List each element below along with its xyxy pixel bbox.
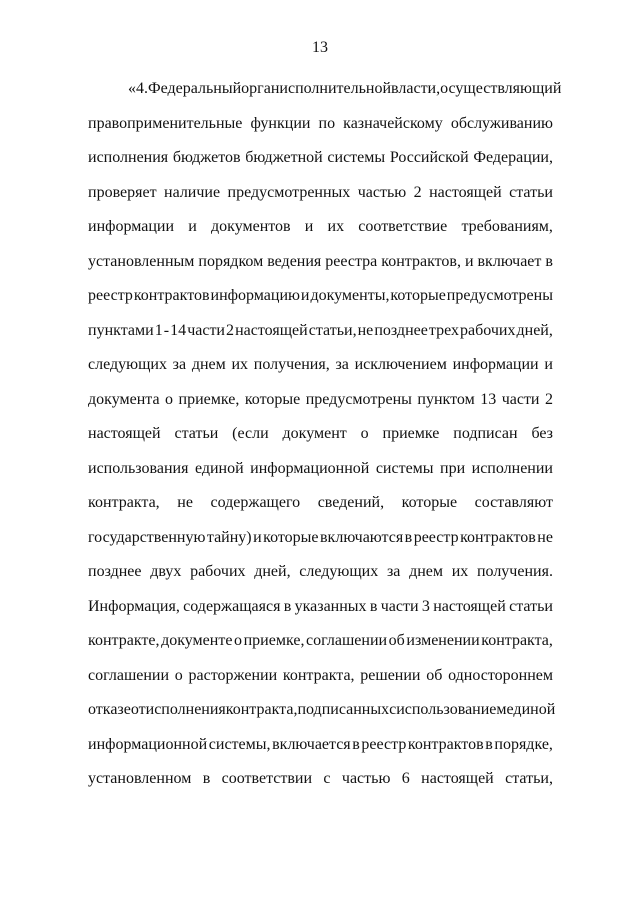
word: информационной: [250, 459, 370, 477]
word: контрактов: [133, 287, 210, 304]
word: 2: [413, 183, 422, 201]
word: единой: [194, 459, 244, 477]
word: и: [304, 218, 314, 235]
word: проверяет: [88, 183, 157, 201]
word: в: [369, 597, 378, 615]
word: обслуживанию: [450, 114, 553, 132]
word: 1: [154, 321, 163, 339]
word: об: [388, 632, 405, 649]
word: настоящей: [88, 425, 161, 442]
word: порядком: [198, 252, 264, 270]
word: о: [165, 390, 174, 408]
word: системы,: [208, 735, 271, 753]
word: и: [464, 252, 474, 270]
word: за: [335, 356, 349, 373]
word: подписанных: [297, 701, 390, 718]
word: использованием: [396, 701, 507, 718]
word: документа: [88, 390, 160, 408]
word: 13: [480, 390, 497, 408]
word: подписан: [453, 425, 518, 442]
word: соглашении: [306, 632, 388, 649]
word: правоприменительные: [88, 114, 243, 132]
word: части: [380, 597, 419, 615]
word: «4.: [128, 80, 148, 97]
word: не: [177, 494, 193, 511]
word: власти,: [391, 80, 441, 97]
word: информацию: [210, 287, 300, 304]
word: их: [231, 356, 249, 373]
text-line: [88, 626, 553, 661]
word: приемке: [382, 425, 440, 442]
word: об: [426, 666, 443, 684]
word: настоящей: [429, 183, 502, 201]
word: с: [323, 770, 331, 787]
word: единой: [506, 701, 556, 718]
word: статьи: [509, 597, 553, 615]
word: днем: [191, 356, 226, 373]
word: получения.: [476, 563, 553, 580]
word: документ: [282, 425, 347, 442]
text-line: [88, 695, 556, 730]
text-line: [88, 764, 553, 799]
word: получения,: [253, 356, 330, 373]
word: предусмотрены: [305, 390, 412, 408]
word: которые: [244, 390, 301, 408]
word: 2: [226, 321, 235, 339]
word: в: [202, 770, 211, 787]
word: реестр: [88, 287, 133, 304]
word: государственную: [88, 528, 206, 546]
word: исполнительной: [279, 80, 392, 97]
word: настоящей: [235, 321, 308, 339]
word: и: [300, 287, 310, 304]
word: соответствии: [221, 770, 313, 787]
text-line: [88, 350, 553, 385]
word: реестр: [361, 735, 407, 753]
text-line: [88, 557, 553, 592]
word: содержащаяся: [183, 597, 281, 615]
text-line: [88, 109, 553, 144]
word: 3: [421, 597, 430, 615]
word: статьи,: [505, 770, 553, 787]
word: включается: [272, 735, 351, 753]
word: 2: [544, 390, 553, 408]
word: 14: [170, 321, 187, 339]
word: предусмотрены: [446, 287, 553, 304]
word: которые: [401, 494, 458, 511]
text-line: [88, 247, 553, 282]
word: контрактов: [460, 528, 536, 546]
word: (если: [232, 425, 269, 442]
text-line: [88, 419, 553, 454]
text-line: [88, 281, 553, 316]
word: реестр: [413, 528, 459, 546]
word: рабочих: [460, 321, 516, 339]
word: приемке,: [178, 390, 240, 408]
word: реестра: [325, 252, 378, 270]
word: настоящей: [433, 597, 506, 615]
text-line: [88, 316, 553, 351]
word: дней,: [254, 563, 291, 580]
word: исключением: [354, 356, 447, 373]
word: частью: [341, 770, 391, 787]
word: настоящей: [421, 770, 494, 787]
word: и: [544, 356, 553, 373]
word: исполнения: [145, 701, 226, 718]
word: ведения: [267, 252, 322, 270]
word: в: [545, 252, 553, 270]
word: без: [531, 425, 553, 442]
text-line: [88, 592, 553, 627]
word: сведений,: [317, 494, 385, 511]
word: системы: [375, 459, 434, 477]
word: порядке,: [494, 735, 553, 753]
word: документы,: [310, 287, 390, 304]
word: их: [327, 218, 345, 235]
word: не: [357, 321, 374, 339]
word: о: [360, 425, 369, 442]
text-line: [88, 488, 553, 523]
word: пунктами: [88, 321, 154, 339]
word: составляют: [474, 494, 553, 511]
word: которые: [263, 528, 319, 546]
word: исполнении: [471, 459, 553, 477]
word: расторжении: [188, 666, 278, 684]
word: в: [404, 528, 413, 546]
word: позднее: [88, 563, 142, 580]
word: Федеральный: [148, 80, 242, 97]
text-line: [88, 385, 553, 420]
word: исполнения: [88, 149, 169, 166]
word: частью: [357, 183, 407, 201]
word: их: [451, 563, 469, 580]
word: не: [537, 528, 553, 546]
word: Федерации,: [473, 149, 553, 166]
word: следующих: [299, 563, 379, 580]
word: соответствие: [358, 218, 448, 235]
word: одностороннем: [448, 666, 553, 684]
word: статьи,: [308, 321, 357, 339]
word: контракта,: [225, 701, 298, 718]
word: части: [187, 321, 225, 339]
text-line: [88, 74, 562, 109]
word: информации: [452, 356, 539, 373]
word: о: [174, 666, 183, 684]
word: контрактов: [407, 735, 484, 753]
word: которые: [390, 287, 446, 304]
word: за: [386, 563, 401, 580]
word: в: [352, 735, 360, 753]
word: контракта,: [481, 632, 553, 649]
word: в: [283, 597, 292, 615]
word: казначейскому: [343, 114, 443, 132]
page-number: 13: [312, 39, 328, 56]
word: трех: [428, 321, 459, 339]
word: указанных: [294, 597, 367, 615]
word: рабочих: [190, 563, 246, 580]
word: части: [501, 390, 540, 408]
word: при: [440, 459, 466, 477]
word: контракте,: [88, 632, 160, 649]
body-text: [88, 74, 562, 799]
word: изменении: [406, 632, 480, 649]
word: включаются: [320, 528, 404, 546]
word: и: [188, 218, 197, 235]
word: дней,: [516, 321, 553, 339]
word: пунктом: [417, 390, 475, 408]
word: статьи: [509, 183, 553, 201]
word: соглашении: [88, 666, 170, 684]
text-line: [88, 454, 553, 489]
word: о: [234, 632, 243, 649]
word: наличие: [164, 183, 221, 201]
word: документе: [161, 632, 233, 649]
word: позднее: [374, 321, 428, 339]
word: системы: [327, 149, 386, 166]
word: с: [389, 701, 397, 718]
word: документов: [211, 218, 291, 235]
word: статьи: [174, 425, 219, 442]
word: информационной: [88, 735, 208, 753]
word: решении: [360, 666, 421, 684]
text-line: [88, 730, 553, 765]
word: двух: [150, 563, 182, 580]
word: следующих: [88, 356, 167, 373]
word: бюджетной: [245, 149, 323, 166]
word: информации: [88, 218, 175, 235]
word: осуществляющий: [440, 80, 562, 97]
word: контрактов,: [381, 252, 461, 270]
word: контракта,: [88, 494, 160, 511]
word: использования: [88, 459, 189, 477]
word: от: [130, 701, 146, 718]
word: по: [318, 114, 336, 132]
text-line: [88, 523, 553, 558]
word: включает: [477, 252, 542, 270]
word: бюджетов: [172, 149, 241, 166]
word: контракта,: [282, 666, 355, 684]
word: требованиям,: [461, 218, 553, 235]
word: -: [163, 321, 170, 339]
word: днем: [409, 563, 443, 580]
word: установленном: [88, 770, 192, 787]
word: Информация,: [88, 597, 180, 615]
word: приемке,: [243, 632, 305, 649]
text-line: [88, 143, 553, 178]
text-line: [88, 212, 553, 247]
word: в: [485, 735, 493, 753]
text-line: [88, 178, 553, 213]
word: за: [172, 356, 187, 373]
word: Российской: [389, 149, 469, 166]
word: и: [253, 528, 262, 546]
text-line: [88, 661, 553, 696]
word: 6: [401, 770, 410, 787]
word: содержащего: [210, 494, 301, 511]
word: установленным: [88, 252, 195, 270]
word: отказе: [88, 701, 131, 718]
word: функции: [250, 114, 311, 132]
word: предусмотренных: [227, 183, 351, 201]
word: орган: [241, 80, 280, 97]
word: тайну): [206, 528, 252, 546]
